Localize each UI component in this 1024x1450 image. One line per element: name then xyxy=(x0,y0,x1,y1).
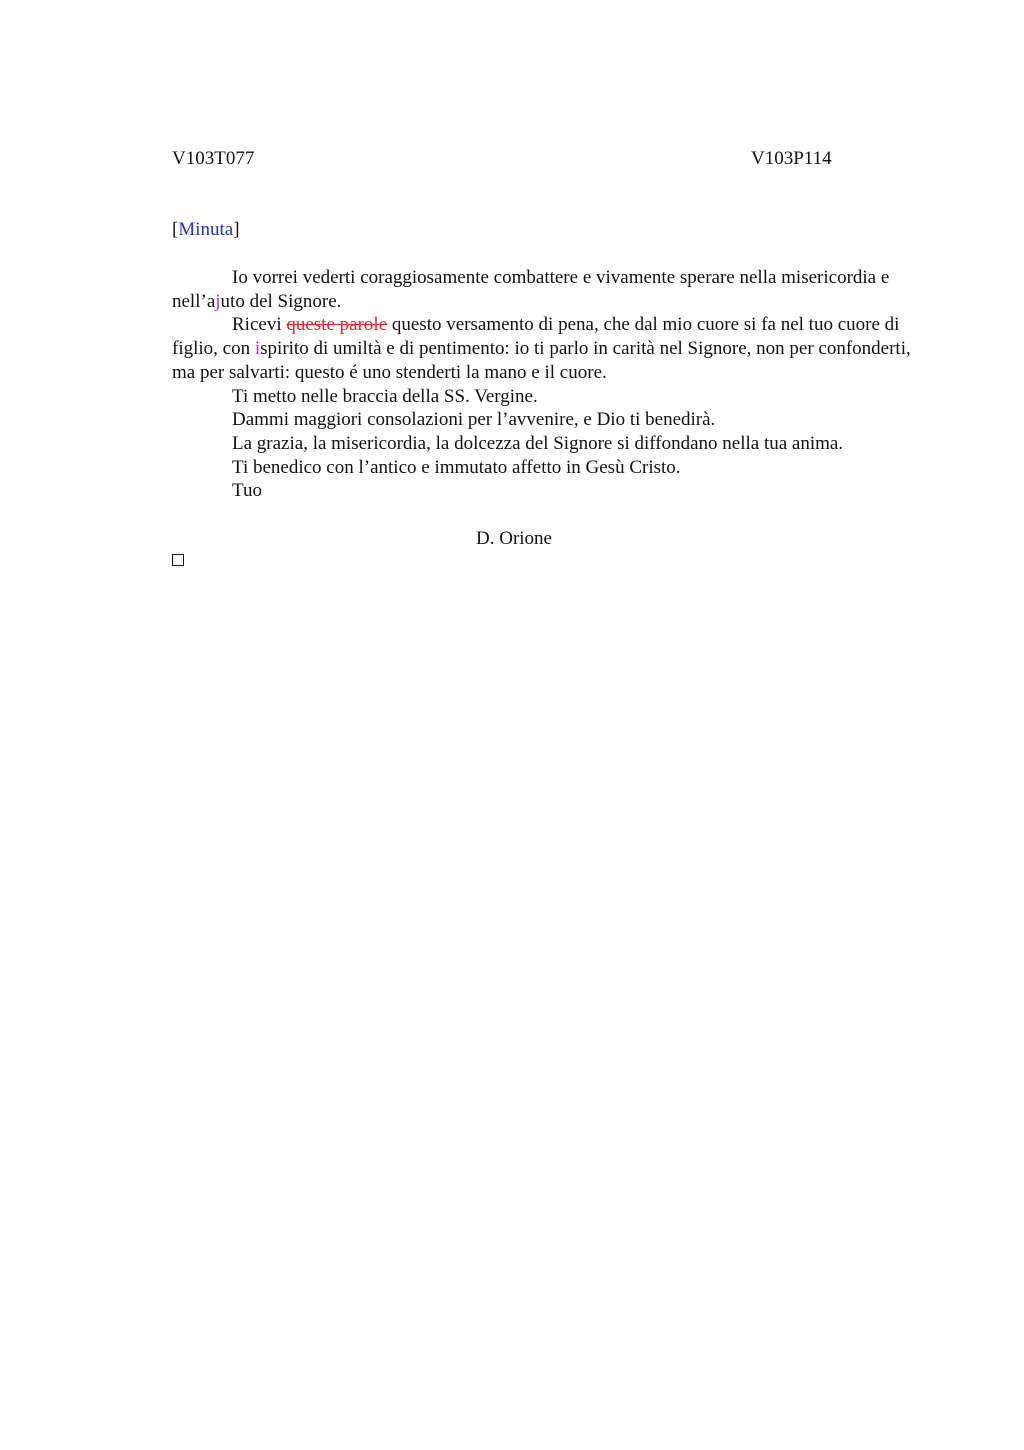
inserted-letter: i xyxy=(254,338,261,360)
paragraph-2-end: spirito di umiltà e di pentimento: io ti parlo in carità nel Signore, non per confonderti, ma per salvarti: questo é uno stenderti la mano e il cuore. xyxy=(172,338,911,383)
signature: D. Orione xyxy=(476,528,552,549)
paragraph-4: Dammi maggiori consolazioni per l’avvenire, e Dio ti benedirà. xyxy=(232,409,716,431)
deleted-text: queste parole xyxy=(286,314,388,336)
paragraph-2 xyxy=(172,313,917,384)
editorial-tag xyxy=(172,218,240,242)
paragraph-1 xyxy=(172,266,917,313)
paragraph-2-middle: questo versamento di pena, che dal mio cuore si fa nel tuo cuore di figlio, con xyxy=(172,314,900,360)
paragraph-3: Ti metto nelle braccia della SS. Vergine. xyxy=(232,385,538,407)
tag-word: Minuta xyxy=(178,219,234,240)
inserted-letter: j xyxy=(215,290,221,312)
paragraph-5: La grazia, la misericordia, la dolcezza del Signore si diffondano nella tua anima. xyxy=(232,432,844,454)
letter-body xyxy=(172,266,917,503)
tag-open-bracket: [ xyxy=(172,219,179,240)
document-code-left: V103T077 xyxy=(172,148,255,169)
paragraph-1-after: uto del Signore. xyxy=(220,290,342,312)
tag-close-bracket: ] xyxy=(233,219,240,240)
paragraph-6: Ti benedico con l’antico e immutato affetto in Gesù Cristo. xyxy=(232,456,681,478)
document-code-right: V103P114 xyxy=(751,148,832,169)
end-marker-box xyxy=(172,554,184,566)
paragraph-2-start: Ricevi xyxy=(232,314,287,336)
paragraph-1-before: Io vorrei vederti coraggiosamente combattere e vivamente sperare nella misericordia e nell’a xyxy=(172,267,890,312)
paragraph-7: Tuo xyxy=(232,480,262,502)
